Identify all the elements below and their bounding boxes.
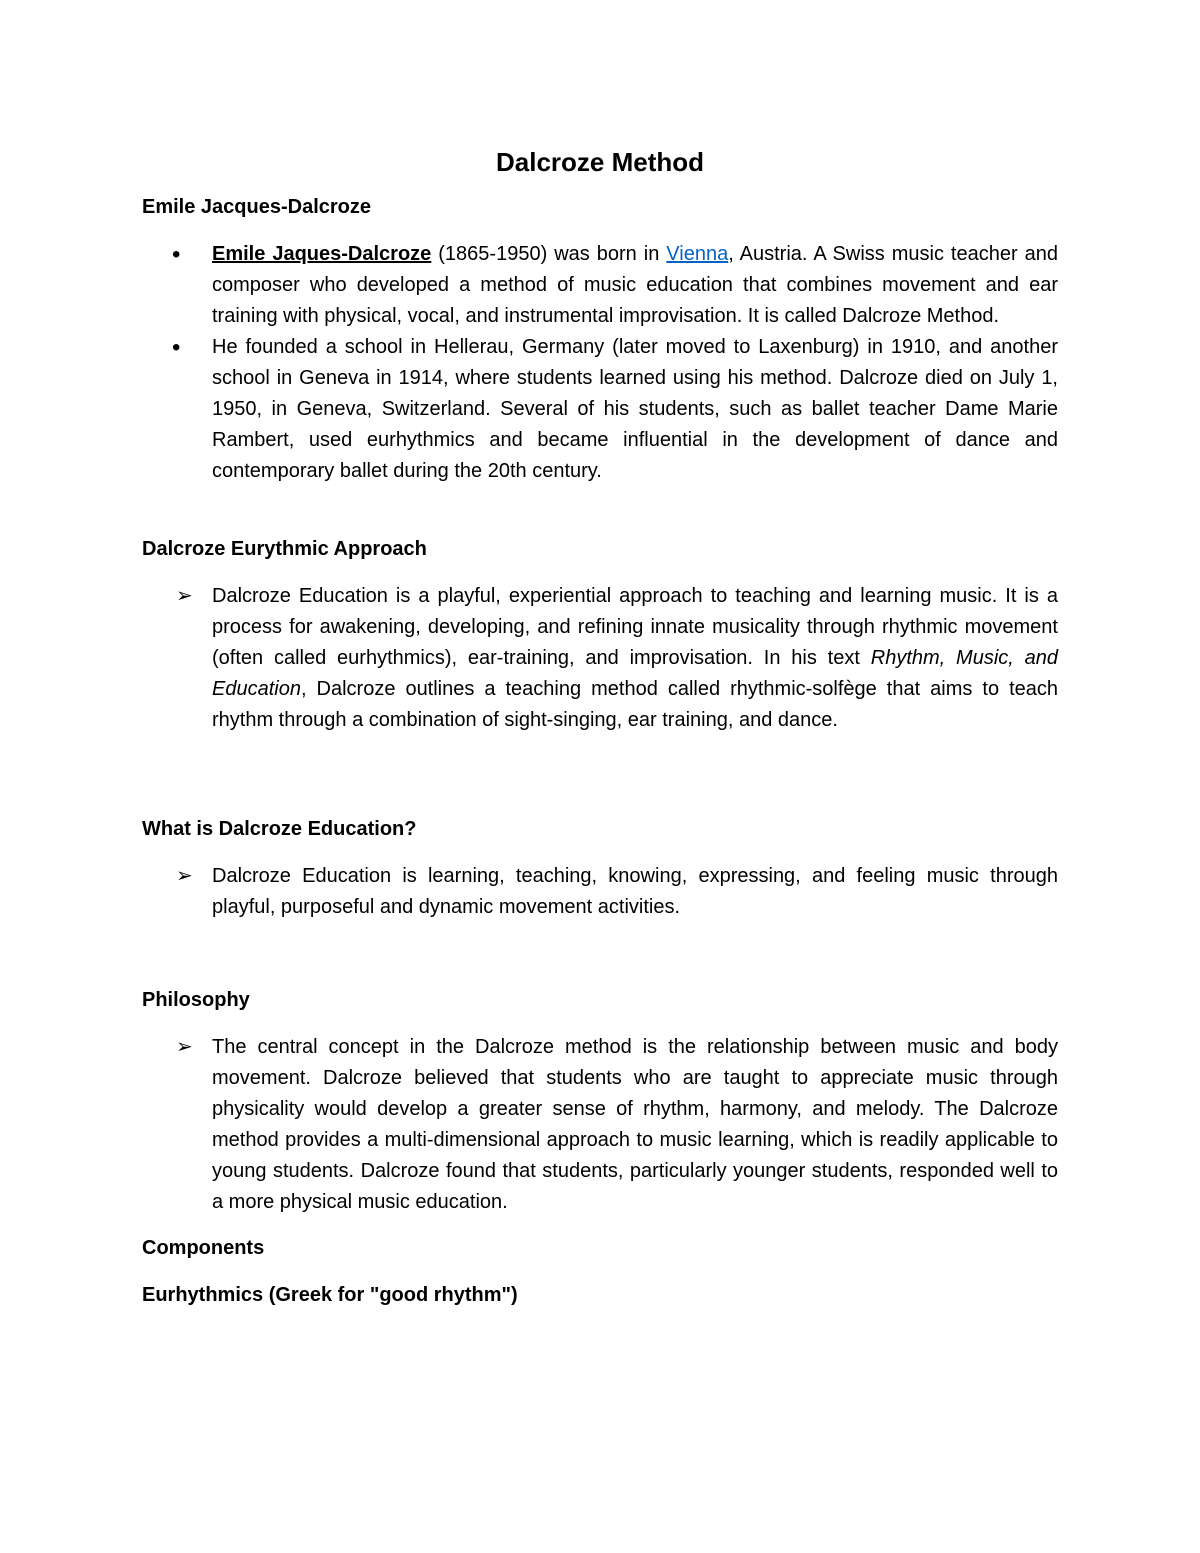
item-text: , Dalcroze outlines a teaching method called rhythmic-solfège that aims to teach rhythm through a combination of sight-singing, ear training, and dance.: [212, 678, 1058, 731]
section-heading-emile: Emile Jacques-Dalcroze: [142, 196, 371, 218]
arrow-list-what-is: [142, 861, 1058, 923]
list-item: [142, 581, 1058, 736]
person-name: Emile Jaques-Dalcroze: [212, 243, 432, 265]
item-text: He founded a school in Hellerau, Germany (later moved to Laxenburg) in 1910, and another school in Geneva in 1914, where students learned using his method. Dalcroze died on July 1, 1950, in Geneva, Switzerland. Several of his students, such as ballet teacher Dame Marie Rambert, used eurhythmics and became influential in the development of dance and contemporary ballet during the 20th century.: [212, 336, 1058, 482]
list-item: [142, 332, 1058, 487]
bullet-list-emile: [142, 239, 1058, 487]
arrow-bullet-icon: ➢: [176, 585, 193, 607]
bullet-icon: •: [172, 334, 181, 361]
vienna-link[interactable]: Vienna: [666, 243, 729, 265]
section-heading-philosophy: Philosophy: [142, 989, 250, 1011]
section-heading-eurythmic: Dalcroze Eurythmic Approach: [142, 538, 427, 560]
section-heading-eurhythmics: Eurhythmics (Greek for "good rhythm"): [142, 1284, 518, 1306]
list-item: [142, 861, 1058, 923]
arrow-bullet-icon: ➢: [176, 865, 193, 887]
item-text: Dalcroze Education is learning, teaching, knowing, expressing, and feeling music through playful, purposeful and dynamic movement activities.: [212, 865, 1058, 918]
document-page: [142, 140, 1058, 1311]
item-text: The central concept in the Dalcroze method is the relationship between music and body movement. Dalcroze believed that students who are taught to appreciate music through physicality would develop a greater sense of rhythm, harmony, and melody. The Dalcroze method provides a multi-dimensional approach to music learning, which is readily applicable to young students. Dalcroze found that students, particularly younger students, responded well to a more physical music education.: [212, 1036, 1058, 1213]
section-heading-what-is: What is Dalcroze Education?: [142, 818, 417, 840]
arrow-bullet-icon: ➢: [176, 1036, 193, 1058]
list-item: [142, 1032, 1058, 1218]
item-text: (1865-1950) was born in: [431, 243, 667, 265]
document-title: Dalcroze Method: [495, 147, 705, 177]
list-item: [142, 239, 1058, 332]
book-title: Rhythm, Music, and Education: [212, 647, 1059, 700]
arrow-list-eurythmic: [142, 581, 1058, 736]
arrow-list-philosophy: [142, 1032, 1058, 1218]
bullet-icon: •: [172, 241, 181, 268]
item-text: , Austria. A Swiss music teacher and composer who developed a method of music education that combines movement and ear training with physical, vocal, and instrumental improvisation. It is called Dalcroze Method.: [212, 243, 1058, 327]
item-text: Dalcroze Education is a playful, experiential approach to teaching and learning music. It is a process for awakening, developing, and refining innate musicality through rhythmic movement (often called eurhythmics), ear-training, and improvisation. In his text: [212, 585, 1058, 669]
section-heading-components: Components: [142, 1237, 265, 1259]
